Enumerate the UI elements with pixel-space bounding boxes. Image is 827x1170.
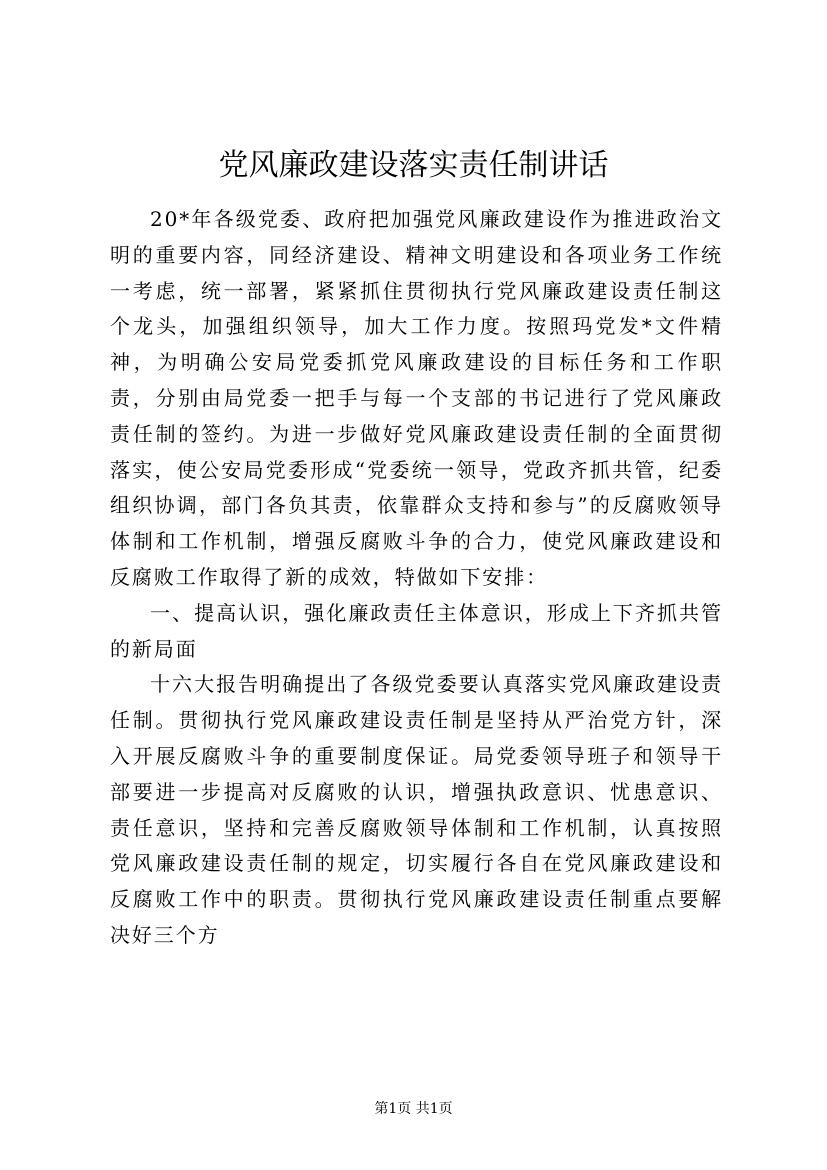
paragraph-intro: 20*年各级党委、政府把加强党风廉政建设作为推进政治文明的重要内容，同经济建设、精神文明建设和各项业务工作统一考虑，统一部署，紧紧抓住贯彻执行党风廉政建设责任制这个龙头，加强组织领导，加大工作力度。按照玛党发*文件精神，为明确公安局党委抓党风廉政建设的目标任务和工作职责，分别由局党委一把手与每一个支部的书记进行了党风廉政责任制的签约。为进一步做好党风廉政建设责任制的全面贯彻落实，使公安局党委形成“党委统一领导，党政齐抓共管，纪委组织协调，部门各负其责，依靠群众支持和参与”的反腐败领导体制和工作机制，增强反腐败斗争的合力，使党风廉政建设和反腐败工作取得了新的成效，特做如下安排： <box>110 207 723 589</box>
document-title: 党风廉政建设落实责任制讲话 <box>218 148 609 183</box>
paragraph-section-heading: 一、提高认识，强化廉政责任主体意识，形成上下齐抓共管的新局面 <box>110 600 723 661</box>
document-body <box>110 202 723 954</box>
paragraph-section-body: 十六大报告明确提出了各级党委要认真落实党风廉政建设责任制。贯彻执行党风廉政建设责任制是坚持从严治党方针，深入开展反腐败斗争的重要制度保证。局党委领导班子和领导干部要进一步提高对反腐败的认识，增强执政意识、忧患意识、责任意识，坚持和完善反腐败领导体制和工作机制，认真按照党风廉政建设责任制的规定，切实履行各自在党风廉政建设和反腐败工作中的职责。贯彻执行党风廉政建设责任制重点要解决好三个方 <box>110 672 723 947</box>
page-number-footer: 第1页 共1页 <box>374 1101 453 1117</box>
